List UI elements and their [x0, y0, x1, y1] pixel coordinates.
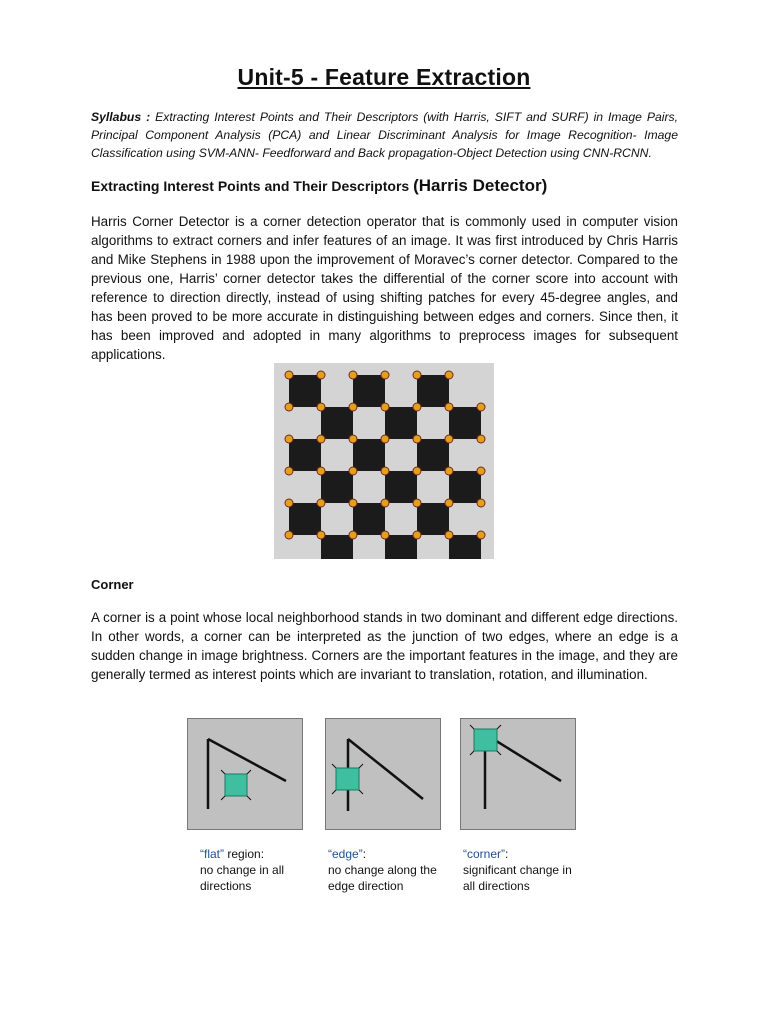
corner-dot: [317, 435, 325, 443]
corner-caption-rest: :: [505, 847, 509, 861]
corner-dot: [381, 371, 389, 379]
section-heading-text: Extracting Interest Points and Their Descriptors: [91, 178, 410, 194]
syllabus-label: Syllabus :: [91, 110, 151, 124]
checker-square: [289, 375, 321, 407]
corner-paragraph: A corner is a point whose local neighborhood stands in two dominant and different edge directions. In other words, a corner can be interpreted as the junction of two edges, where an edge is a sudden change in image brightness. Corners are the important features in the image, and they are generally termed as interest points which are invariant to translation, rotation, and illumination.: [91, 610, 678, 682]
checker-square: [321, 535, 353, 559]
checker-square: [417, 439, 449, 471]
checker-square: [449, 407, 481, 439]
corner-dot: [445, 531, 453, 539]
corner-dot: [349, 403, 357, 411]
flat-region-panel: [187, 718, 303, 830]
page-title: Unit-5 - Feature Extraction: [237, 64, 531, 90]
corner-dot: [285, 435, 293, 443]
edge-caption-line2: no change along the: [328, 863, 437, 877]
corner-dot: [477, 403, 485, 411]
corner-dot: [349, 499, 357, 507]
flat-caption-line2: no change in all: [200, 863, 285, 877]
checker-square: [353, 439, 385, 471]
checker-square: [417, 375, 449, 407]
corner-dot: [381, 467, 389, 475]
corner-dot: [349, 467, 357, 475]
flat-caption-rest: region:: [224, 847, 265, 861]
edge-caption-quote: “edge”: [328, 847, 363, 861]
checker-square: [385, 535, 417, 559]
section-heading: [91, 176, 547, 196]
corner-dot: [285, 403, 293, 411]
flat-region-diagram: [188, 719, 302, 829]
harris-intro-paragraph: Harris Corner Detector is a corner detection operator that is commonly used in computer vision algorithms to extract corners and infer features of an image. It was first introduced by Chris Harris and Mike Stephens in 1988 upon the improvement of Moravec’s corner detector. Compared to the previous one, Harris’ corner detector takes the differential of the corner score into account with reference to direction directly, instead of using shifting patches for every 45-degree angles, and has been proved to be more accurate in distinguishing between edges and corners. Since then, it has been improved and adopted in many algorithms to preprocess images for subsequent applications.: [91, 214, 678, 362]
corner-dot: [477, 499, 485, 507]
syllabus-paragraph: [91, 108, 678, 162]
flat-caption-quote: “flat”: [200, 847, 224, 861]
corner-caption-line3: all directions: [463, 879, 530, 893]
corner-panel: [460, 718, 576, 830]
corner-dot: [413, 499, 421, 507]
corner-dot: [445, 371, 453, 379]
corner-patch: [474, 729, 497, 751]
corner-dot: [445, 435, 453, 443]
checker-square: [449, 471, 481, 503]
corner-dot: [285, 499, 293, 507]
corner-dot: [285, 371, 293, 379]
corner-caption-quote: “corner”: [463, 847, 506, 861]
corner-dot: [381, 403, 389, 411]
checker-square: [289, 503, 321, 535]
checker-square: [353, 503, 385, 535]
corner-dot: [477, 435, 485, 443]
corner-heading: Corner: [91, 577, 134, 592]
corner-dot: [413, 467, 421, 475]
corner-dot: [285, 531, 293, 539]
corner-dot: [477, 467, 485, 475]
checker-square: [385, 407, 417, 439]
corner-dot: [413, 403, 421, 411]
corner-dot: [317, 467, 325, 475]
corner-dot: [317, 531, 325, 539]
checkerboard-corners-image: [274, 363, 494, 559]
checker-square: [449, 535, 481, 559]
checker-square: [417, 503, 449, 535]
checker-square: [321, 407, 353, 439]
corner-dot: [477, 531, 485, 539]
corner-dot: [445, 467, 453, 475]
corner-dot: [285, 467, 293, 475]
corner-dot: [381, 435, 389, 443]
corner-dot: [317, 499, 325, 507]
corner-caption: [463, 846, 572, 894]
corner-dot: [381, 499, 389, 507]
edge-diagram: [326, 719, 440, 829]
corner-dot: [317, 403, 325, 411]
flat-caption-line3: directions: [200, 879, 252, 893]
checker-square: [385, 471, 417, 503]
edge-patch: [336, 768, 359, 790]
corner-dot: [445, 403, 453, 411]
syllabus-text: Extracting Interest Points and Their Descriptors (with Harris, SIFT and SURF) in Image Pairs, Principal Component Analysis (PCA) and Linear Discriminant Analysis for Image Recognition- Image Classification using SVM-ANN- Feedforward and Back propagation-Object Detection using CNN-RCNN.: [91, 110, 678, 160]
flat-patch: [225, 774, 247, 796]
section-heading-suffix: (Harris Detector): [413, 176, 548, 195]
corner-diagram: [461, 719, 575, 829]
corner-dot: [349, 371, 357, 379]
checker-square: [289, 439, 321, 471]
corner-dot: [381, 531, 389, 539]
flat-caption: [200, 846, 284, 894]
corner-dot: [445, 499, 453, 507]
corner-caption-line2: significant change in: [463, 863, 572, 877]
checkerboard-figure: [274, 363, 494, 559]
corner-dot: [413, 435, 421, 443]
edge-caption-line3: edge direction: [328, 879, 404, 893]
checker-square: [321, 471, 353, 503]
corner-dot: [413, 531, 421, 539]
corner-dot: [349, 435, 357, 443]
edge-panel: [325, 718, 441, 830]
checker-square: [353, 375, 385, 407]
edge-caption: [328, 846, 437, 894]
edge-caption-rest: :: [362, 847, 367, 861]
corner-dot: [413, 371, 421, 379]
corner-dot: [349, 531, 357, 539]
corner-dot: [317, 371, 325, 379]
